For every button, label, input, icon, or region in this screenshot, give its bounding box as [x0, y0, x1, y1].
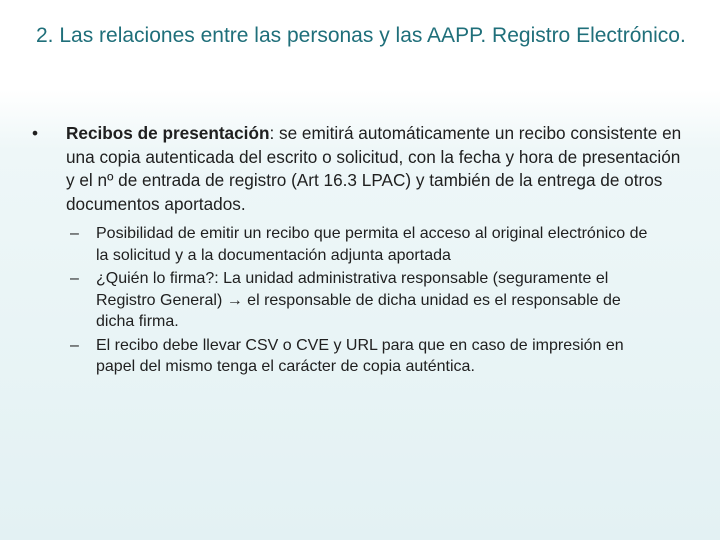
bullet-text: [66, 122, 690, 216]
sub-bullet-marker: –: [70, 270, 79, 287]
sub-bullet-marker: –: [70, 336, 79, 354]
sub-bullet-text: Posibilidad de emitir un recibo que permita el acceso al original electrónico de la solicitud y a la documentación adjunta aportada: [96, 225, 648, 264]
sub-bullet-text: El recibo debe llevar CSV o CVE y URL para que en caso de impresión en papel del mismo tenga el carácter de copia auténtica.: [96, 336, 624, 375]
sub-bullet-list: [30, 223, 690, 378]
bullet-body-text: : se emitirá automáticamente un recibo consistente en una copia autenticada del escrito o solicitud, con la fecha y hora de presentación y el nº de entrada de registro (Art 16.3 LPAC) y también de la entrega de otros documentos aportados.: [66, 123, 682, 214]
sub-bullet-item: [70, 268, 690, 333]
bullet-marker: •: [32, 123, 39, 143]
sub-bullet-item: [70, 223, 690, 266]
slide-title: 2. Las relaciones entre las personas y las AAPP. Registro Electrónico.: [36, 24, 686, 47]
bullet-item: [30, 122, 690, 216]
bullet-bold-label: Recibos de presentación: [66, 123, 270, 143]
slide-content: [30, 122, 690, 380]
sub-bullet-text: ¿Quién lo firma?: La unidad administrativa responsable (seguramente el Registro General) → el responsable de dicha unidad es el responsable de dicha firma.: [96, 270, 621, 330]
sub-bullet-marker: –: [70, 225, 79, 242]
sub-bullet-item: [70, 335, 690, 378]
